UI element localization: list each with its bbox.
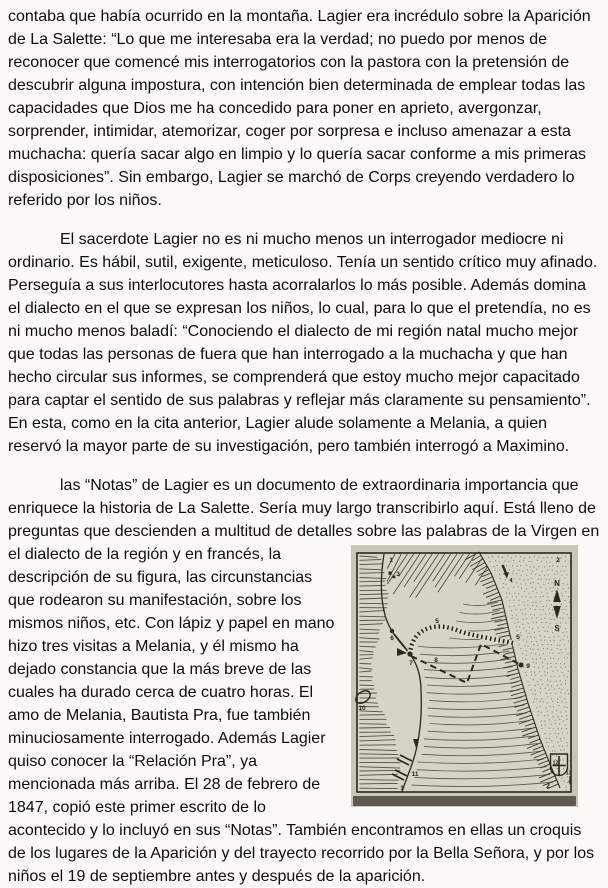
paragraph-3-text-before-figure: las “Notas” de Lagier es un documento de extraordinaria importancia que enriquece la historia de La Salette. Sería muy largo transcribirlo aquí. Está lleno de preguntas que descienden a multitud de detalles sobre las palabras de la Virgen en el	[8, 477, 600, 563]
label-3: 3	[396, 571, 400, 578]
map-figure-photo	[351, 545, 578, 807]
label-10: 10	[358, 705, 366, 712]
croquis-map	[351, 545, 578, 807]
label-4: 4	[509, 578, 513, 584]
label-12: 12	[552, 760, 559, 767]
label-11: 11	[411, 771, 419, 778]
point-9-dot	[519, 663, 524, 668]
paragraph-3	[8, 474, 602, 888]
label-5-right: 5	[516, 634, 520, 641]
label-1-bottom: 1	[400, 785, 404, 792]
label-6: 6	[390, 635, 394, 642]
photo-bottom-shadow	[353, 796, 576, 806]
paragraph-3-text-after-figure: dialecto de la región y en francés, la descripción de su figura, las circunstancias que rodearon su manifestación, sobre los mismos niños, etc. Con lápiz y papel en mano hizo tres visitas a Melania, y él mismo ha dejado constancia que la más breve de las cuales ha durado cerca de cuatro horas. El amo de Melania, Bautista Pra, fue también minuciosamente interrogado. Además Lagier quiso conocer la “Relación Pra”, ya mencionada más arriba. El 28 de febrero de 1847, copió este primer escrito de lo acontecido y lo incluyó en sus “Notas”. También encontramos en ellas un croquis de los lugares de la Aparición y del trayecto recorrido por la Bella Señora, y por los niños el 19 de septiembre antes y después de la aparición.	[8, 546, 595, 885]
point-6-dot	[390, 629, 394, 633]
label-8: 8	[434, 657, 438, 664]
hamlet-mark-3b	[393, 576, 396, 579]
label-13: 13	[565, 770, 572, 777]
label-1-top: 1	[389, 557, 393, 564]
label-2-bottom: 2	[546, 783, 550, 790]
label-9: 9	[526, 663, 530, 670]
label-north: N	[554, 579, 560, 588]
junction-node	[407, 651, 412, 656]
label-5-mid: 5	[435, 618, 439, 625]
label-2-top: 2	[556, 557, 560, 564]
paragraph-2: El sacerdote Lagier no es ni mucho menos un interrogador mediocre ni ordinario. Es hábil, sutil, exigente, meticuloso. Tenía un sentido crítico muy afinado. Perseguía a sus interlocutores hasta acorralarlos lo más posible. Además domina el dialecto en el que se expresan los niños, lo cual, para lo que el pretendía, no es ni mucho menos baladí: “Conociendo el dialecto de mi región natal mucho mejor que todas las personas de fuera que han interrogado a la muchacha y que han hecho circular sus informes, se comprenderá que estoy mucho mejor capacitado para captar el sentido de sus palabras y reflejar más claramente su pensamiento”. En esta, como en la cita anterior, Lagier alude solamente a Melania, a quien reservó la mayor parte de su investigación, pero también interrogó a Maximino.	[8, 231, 598, 455]
paragraph-1: contaba que había ocurrido en la montaña. Lagier era incrédulo sobre la Aparición de La Salette: “Lo que me interesaba era la verdad; no puedo por menos de reconocer que comencé mis interrogatorios con la pastora con la pretensión de descubrir alguna impostura, con intención bien determinada de emplear todas las capacidades que Dios me ha concedido para poner en aprieto, avergonzar, sorprender, intimidar, atemorizar, coger por sorpresa e incluso amenazar a esta muchacha: quería sacar algo en limpio y lo quería sacar conforme a mis primeras disposiciones”. Sin embargo, Lagier se marchó de Corps creyendo verdadero lo referido por los niños.	[8, 8, 591, 209]
label-7: 7	[409, 660, 413, 667]
hamlet-mark-3a	[389, 572, 392, 575]
label-south: S	[554, 624, 560, 633]
